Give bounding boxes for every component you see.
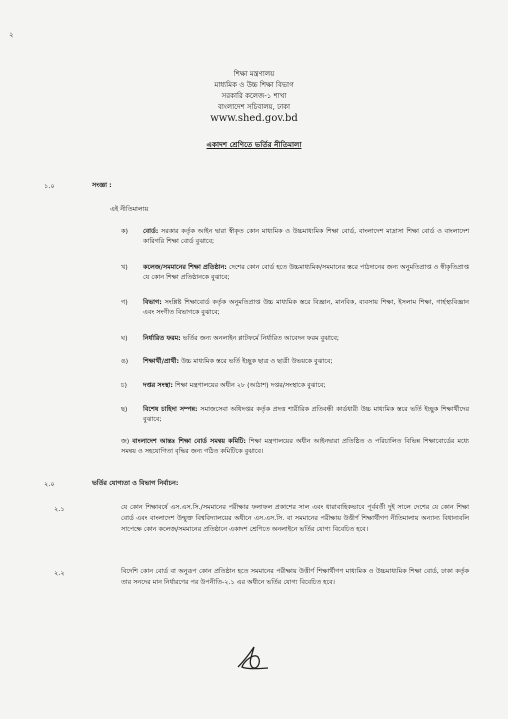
- section2-heading: ভর্তির যোগ্যতা ও বিভাগ নির্বাচন:: [92, 479, 179, 487]
- item-kha-term: কলেজ/সমমানের শিক্ষা প্রতিষ্ঠান:: [143, 263, 227, 271]
- item-kha: [143, 263, 469, 283]
- secretariat-name: বাংলাদেশ সচিবালয়, ঢাকা: [217, 103, 291, 111]
- document-title: একাদশ শ্রেণিতে ভর্তির নীতিমালা: [206, 140, 302, 149]
- section1-heading: সংজ্ঞা :: [92, 181, 112, 189]
- item-cha-term: বিশেষ চাহিদা সম্পন্ন:: [143, 405, 198, 413]
- section1-number: ১.০: [44, 182, 55, 190]
- page-mark: ২: [9, 31, 14, 39]
- item-ca: [143, 381, 469, 391]
- item-kha-mark: খ): [121, 263, 128, 271]
- item-gha-term: নির্ধারিত ফরম:: [143, 334, 181, 342]
- clause-2-1-text: যে কোন শিক্ষাবর্ষে এস.এস.সি./সমমানের পরীক্ষার ফলাফল প্রকাশের সাল এবং ধারাবাহিকভাবে পূর্ববর্তী দুই সালে দেশের যে কোন শিক্ষা বোর্ড এবং বাংলাদেশ উন্মুক্ত বিশ্ববিদ্যালয়ের অধীনে এস.এস.সি. বা সমমানের পরীক্ষায় উত্তীর্ণ শিক্ষার্থীগণ নীতিমালায় অন্যান্য বিধানাবলি সাপেক্ষে কোন কলেজ/সমমানের প্রতিষ্ঠানে একাদশ শ্রেণিতে অনলাইনে ভর্তির যোগ্য বিবেচিত হবে।: [121, 503, 469, 534]
- item-ga: [143, 298, 469, 318]
- item-ga-text: সংশ্লিষ্ট শিক্ষাবোর্ড কর্তৃক অনুমতিপ্রাপ্ত উচ্চ মাধ্যমিক স্তরে বিজ্ঞান, মানবিক, ব্যবসায় শিক্ষা, ইসলাম শিক্ষা, গার্হস্থ্যবিজ্ঞান এবং সংগীত বিভাগকে বুঝাবে;: [143, 298, 469, 316]
- clause-2-2-text: বিদেশি কোন বোর্ড বা অনুরূপ কোন প্রতিষ্ঠান হতে সমমানের পরীক্ষায় উত্তীর্ণ শিক্ষার্থীগণ মাধ্যমিক ও উচ্চমাধ্যমিক শিক্ষা বোর্ড, ঢাকা কর্তৃক তার সনদের মান নির্ধারণের পর উপনীতি-২.১ এর অধীনে ভর্তির যোগ্য বিবেচিত হবে।: [121, 567, 469, 587]
- item-umo-mark: ঙ): [121, 357, 129, 365]
- item-ca-text: শিক্ষা মন্ত্রণালয়ের অধীন ২৮ (আঠাশ) দপ্তর/সংস্থাকে বুঝাবে;: [172, 381, 326, 389]
- item-ca-mark: চ): [121, 381, 127, 389]
- item-ka-mark: ক): [121, 227, 128, 235]
- item-ja-text: শিক্ষা মন্ত্রণালয়ের অধীন আইনদ্বারা প্রতিষ্ঠিত ও পরিচালিত বিভিন্ন শিক্ষাবোর্ডের মধ্যে সমন্বয় ও সহযোগিতা বৃদ্ধির জন্য গঠিত কমিটিকে বুঝাবে।: [121, 437, 469, 455]
- section2-number: ২.০: [44, 480, 55, 488]
- item-gha: [143, 334, 469, 344]
- item-ga-mark: গ): [121, 298, 128, 306]
- clause-2-1-number: ২.১: [54, 505, 65, 513]
- website-link[interactable]: www.shed.gov.bd: [210, 113, 298, 124]
- signature-mark: [232, 643, 272, 675]
- section1-intro: এই নীতিমালায়: [110, 205, 149, 213]
- item-ka-term: বোর্ড:: [143, 227, 159, 235]
- item-cha: [143, 405, 469, 425]
- item-umo: [143, 357, 469, 367]
- item-ja: [121, 437, 469, 457]
- item-ja-mark: জ): [121, 437, 130, 445]
- item-gha-mark: ঘ): [121, 334, 128, 342]
- item-kha-text: দেশের কোন বোর্ড হতে উচ্চমাধ্যমিক/সমমানের স্তরে পাঠদানের জন্য অনুমতিপ্রাপ্ত ও স্বীকৃতিপ্রাপ্ত যে কোন শিক্ষা প্রতিষ্ঠানকে বুঝাবে;: [143, 263, 469, 281]
- item-cha-mark: ছ): [121, 405, 128, 413]
- item-umo-text: উচ্চ মাধ্যমিক স্তরে ভর্তি ইচ্ছুক ছাত্র ও ছাত্রী উভয়কে বুঝাবে;: [179, 357, 333, 365]
- branch-name: সরকারি কলেজ-১ শাখা: [221, 92, 287, 100]
- ministry-name: শিক্ষা মন্ত্রণালয়: [233, 70, 275, 78]
- item-ka: [143, 227, 469, 247]
- item-ka-text: সরকার কর্তৃক আইন দ্বারা স্বীকৃত কোন মাধ্যমিক ও উচ্চমাধ্যমিক শিক্ষা বোর্ড, বাংলাদেশ মাদ্রাসা শিক্ষা বোর্ড ও বাংলাদেশ কারিগরি শিক্ষা বোর্ড বুঝাবে;: [143, 227, 469, 245]
- item-ja-term: বাংলাদেশ আন্তঃ শিক্ষা বোর্ড সমন্বয় কমিটি:: [132, 437, 246, 445]
- clause-2-2-number: ২.২: [54, 569, 65, 577]
- division-name: মাধ্যমিক ও উচ্চ শিক্ষা বিভাগ: [214, 81, 294, 89]
- item-ga-term: বিভাগ:: [143, 298, 162, 306]
- item-ca-term: দপ্তর সংস্থা:: [143, 381, 173, 389]
- item-gha-text: ভর্তির জন্য অনলাইন প্লাটফর্মে নির্ধারিত আবেদন ফরম বুঝাবে;: [180, 334, 340, 342]
- item-umo-term: শিক্ষার্থী/প্রার্থী:: [143, 357, 180, 365]
- item-cha-text: সমাজসেবা অধিদপ্তর কর্তৃক প্রদত্ত শারীরিক প্রতিবন্ধী কার্ডধারী উচ্চ মাধ্যমিক স্তরে ভর্তি ইচ্ছুক শিক্ষার্থীদের বুঝাবে;: [143, 405, 469, 423]
